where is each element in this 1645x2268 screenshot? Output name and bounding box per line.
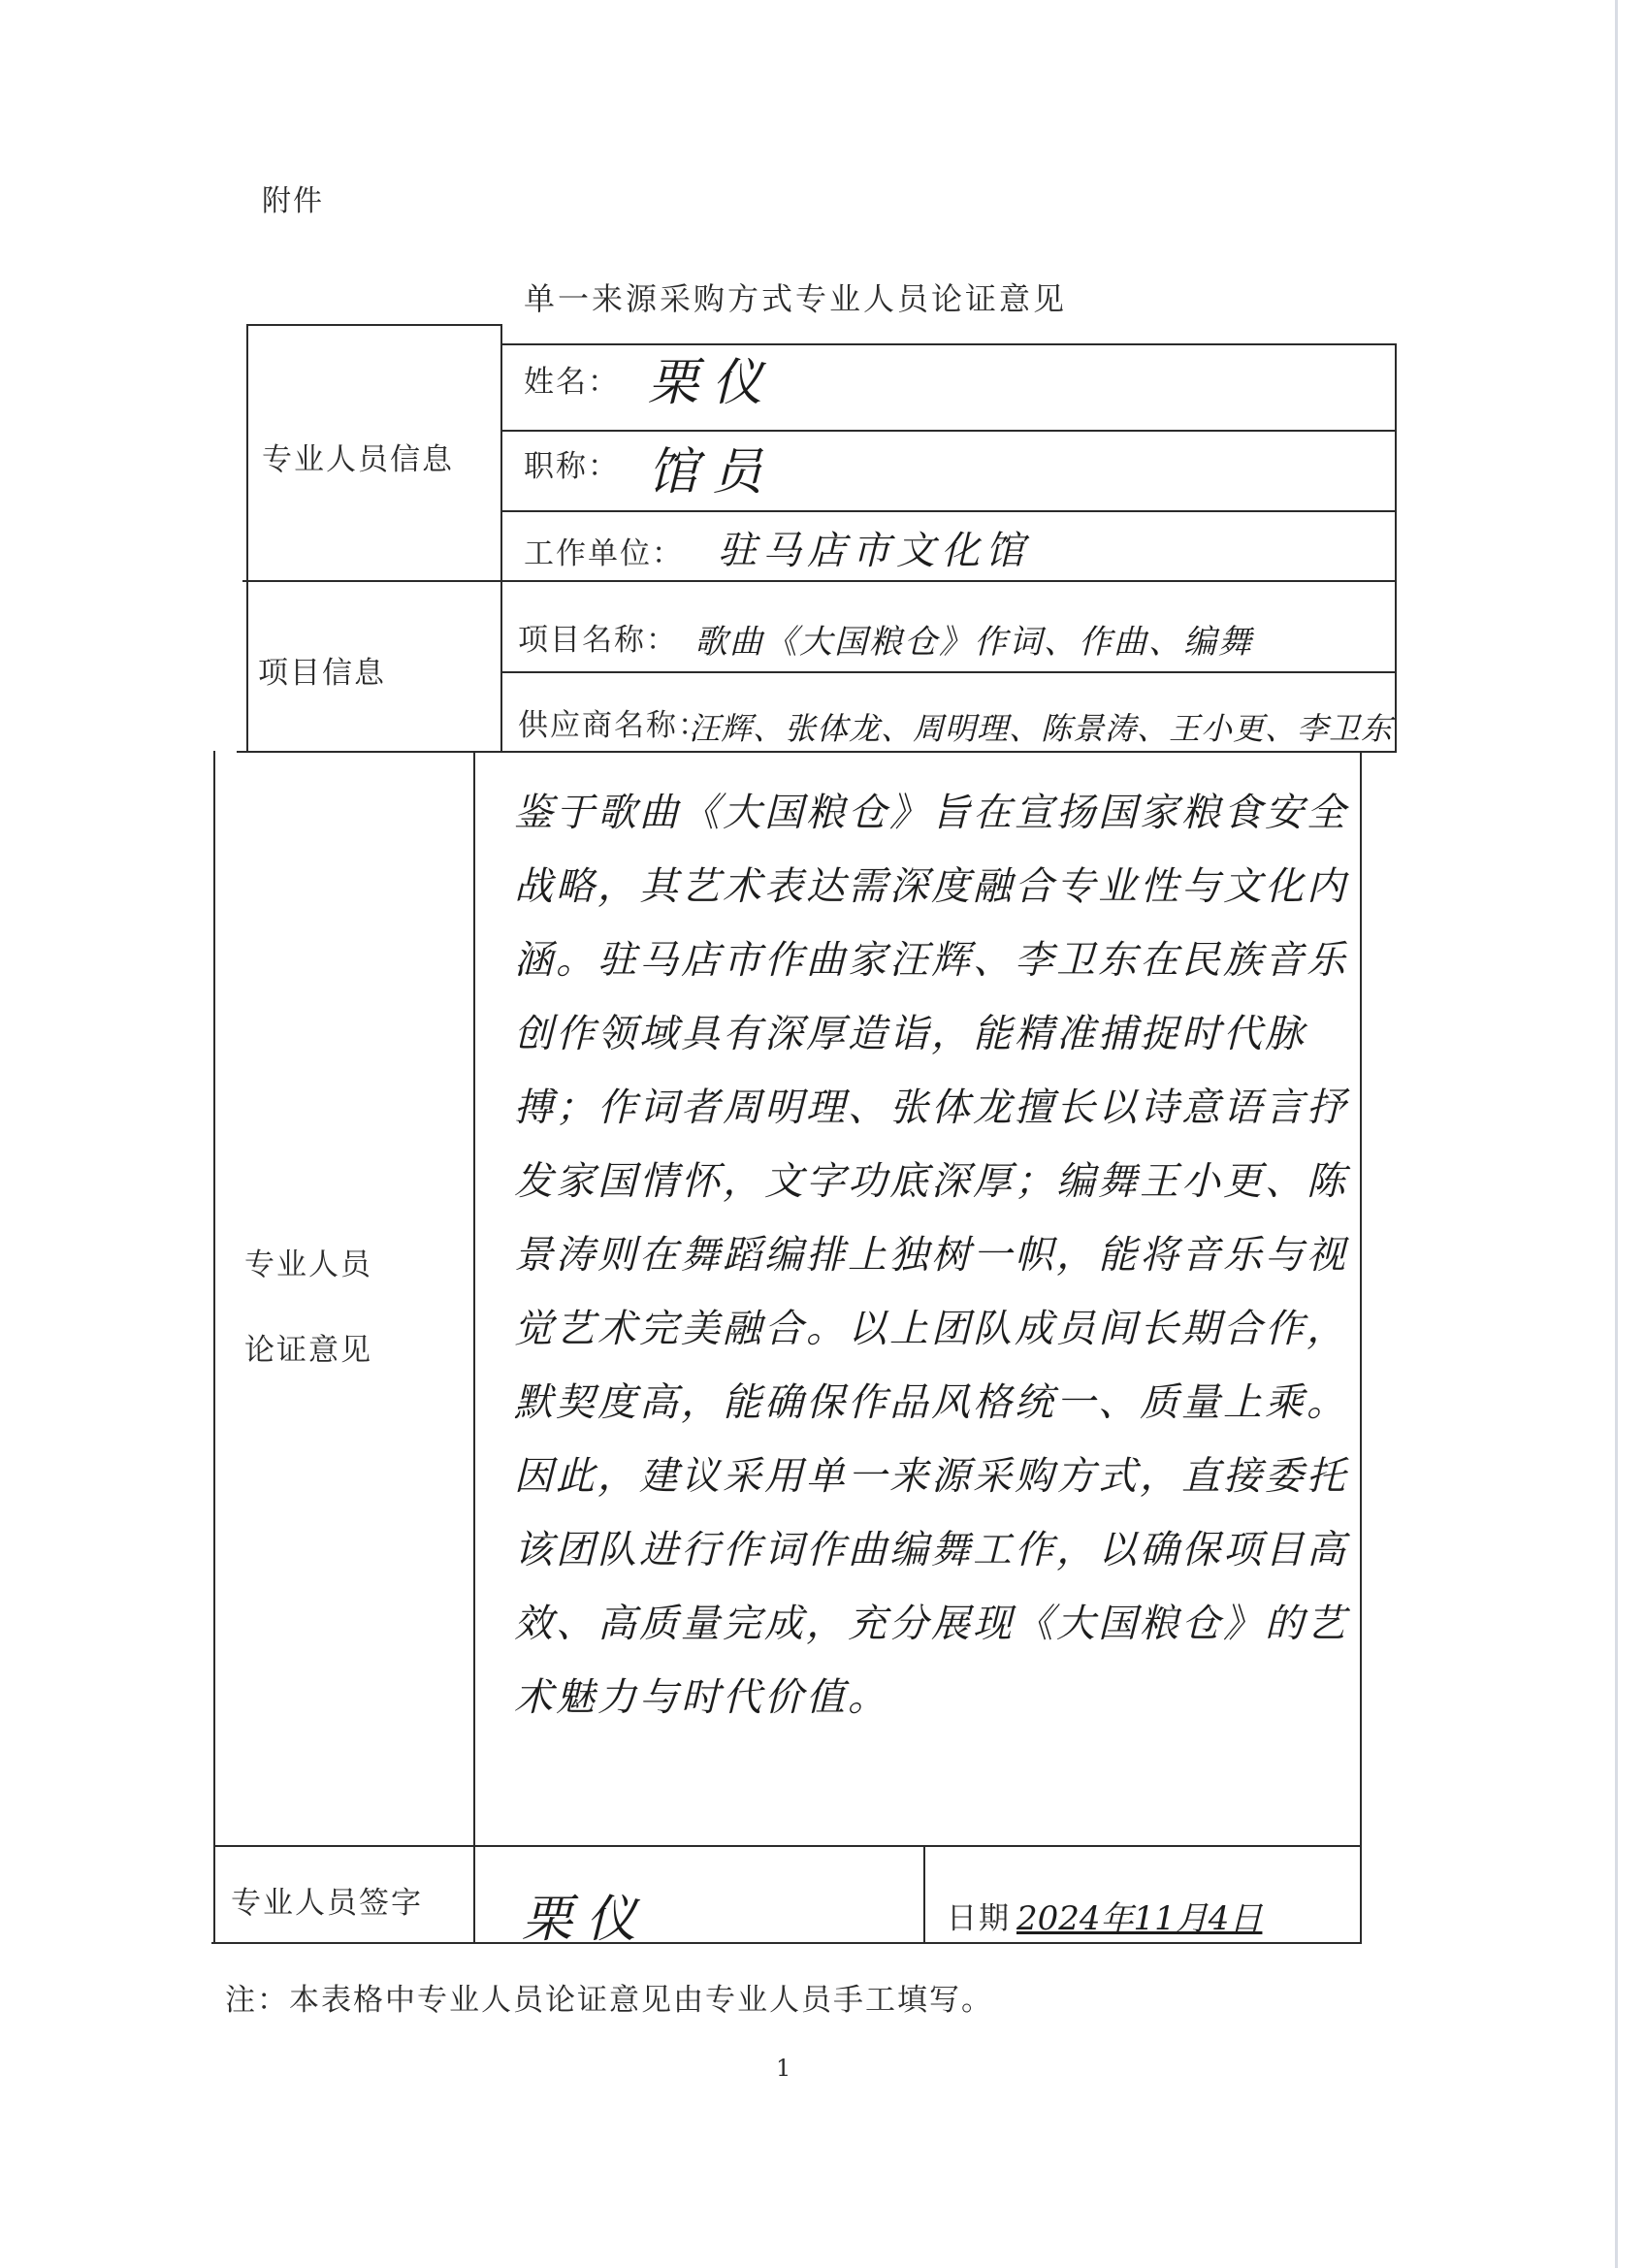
supplier-label: 供应商名称： [518, 708, 710, 743]
label-column-divider-upper [500, 324, 502, 751]
date-column-divider [923, 1845, 925, 1942]
date-label: 日期 [947, 1901, 1011, 1936]
employer-value: 驻马店市文化馆 [718, 529, 1030, 573]
supplier-value: 汪辉、张体龙、周明理、陈景涛、王小更、李卫东 [689, 710, 1394, 747]
expert-info-section-label: 专业人员信息 [262, 442, 454, 477]
project-name-label: 项目名称： [518, 623, 678, 658]
page-number: 1 [776, 2055, 791, 2082]
date-value: 2024年11月4日 [1016, 1899, 1263, 1938]
row-divider-expert-section [242, 580, 1397, 582]
project-name-value: 歌曲《大国粮仓》作词、作曲、编舞 [694, 623, 1253, 662]
job-title-value: 馆员 [648, 443, 777, 502]
row-divider-title [502, 510, 1397, 512]
employer-label: 工作单位： [524, 536, 684, 571]
document-title: 单一来源采购方式专业人员论证意见 [524, 280, 1068, 317]
row-divider-project-section [237, 751, 1397, 753]
table-border-bottom [211, 1942, 1362, 1944]
opinion-section-label-line2: 论证意见 [244, 1333, 372, 1368]
table-border-top-left [248, 324, 502, 326]
job-title-label: 职称： [524, 449, 620, 484]
project-info-section-label: 项目信息 [258, 656, 386, 691]
table-border-right-upper [1395, 343, 1397, 751]
name-value: 栗仪 [648, 354, 777, 412]
table-border-left-upper [246, 324, 248, 751]
signature-label: 专业人员签字 [231, 1886, 423, 1921]
row-divider-name [502, 430, 1397, 432]
footnote: 注：本表格中专业人员论证意见由专业人员手工填写。 [225, 1983, 993, 2018]
opinion-section-label-line1: 专业人员 [244, 1247, 372, 1282]
row-divider-project-name [502, 671, 1397, 673]
row-divider-opinion [213, 1845, 1362, 1847]
table-border-left-lower [213, 751, 215, 1944]
signature-value: 栗仪 [522, 1891, 651, 1949]
opinion-text: 鉴于歌曲《大国粮仓》旨在宣扬国家粮食安全战略，其艺术表达需深度融合专业性与文化内涵。驻马店市作曲家汪辉、李卫东在民族音乐创作领域具有深厚造诣，能精准捕捉时代脉搏；作词者周明理、张体龙擅长以诗意语言抒发家国情怀，文字功底深厚；编舞王小更、陈景涛则在舞蹈编排上独树一帜，能将音乐与视觉艺术完美融合。以上团队成员间长期合作，默契度高，能确保作品风格统一、质量上乘。因此，建议采用单一来源采购方式，直接委托该团队进行作词作曲编舞工作，以确保项目高效、高质量完成，充分展现《大国粮仓》的艺术魅力与时代价值。 [514, 791, 1348, 1720]
annex-label: 附件 [262, 184, 324, 218]
label-column-divider-lower [473, 751, 475, 1944]
name-label: 姓名： [524, 365, 620, 400]
table-border-top-right [502, 343, 1397, 345]
scan-edge [1615, 0, 1618, 2268]
